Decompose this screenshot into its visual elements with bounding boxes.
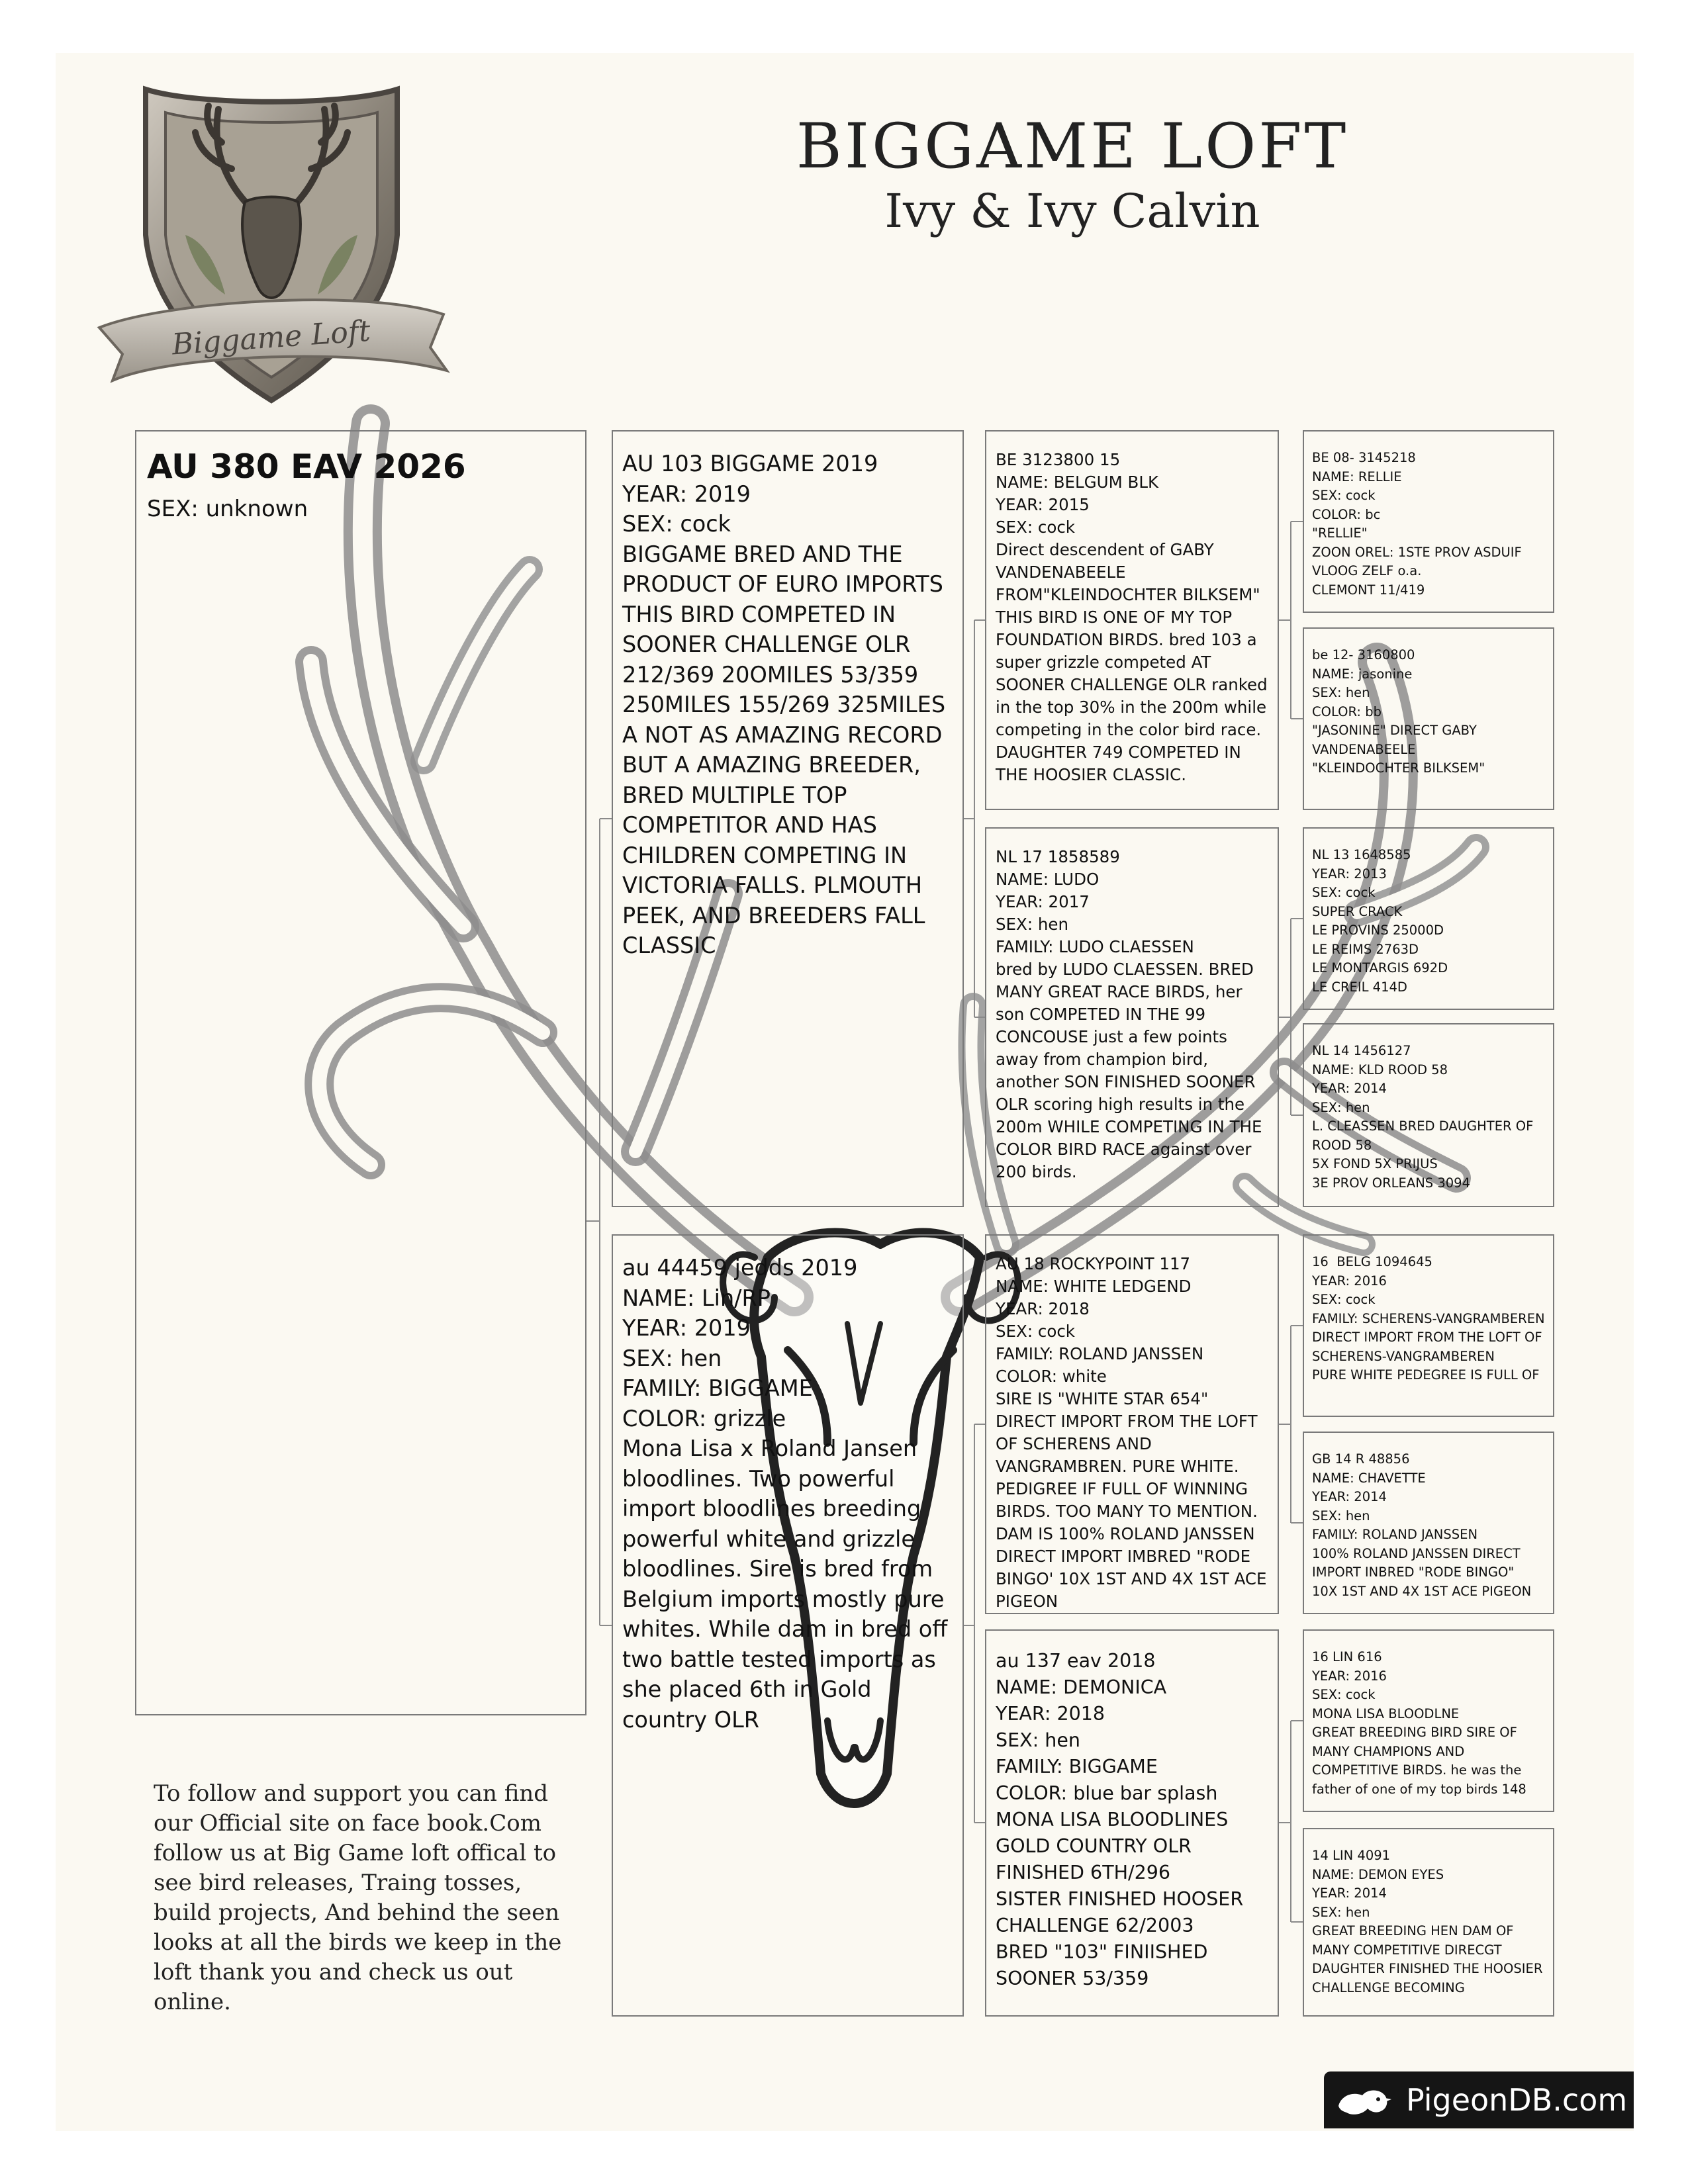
ggp-sds-line: LE CREIL 414D xyxy=(1312,979,1407,995)
dam-sex: SEX: hen xyxy=(622,1345,722,1371)
ggp-sss-line: NAME: RELLIE xyxy=(1312,469,1402,484)
dam-sire-notes: SIRE IS "WHITE STAR 654" DIRECT IMPORT FROM THE LOFT OF SCHERENS AND VANGRAMBREN. PURE WHITE. PEDIGREE IF FULL OF WINNING BIRDS. TOO MANY TO MENTION. DAM IS 100% ROLAND JANSSEN DIRECT IMPORT IMBRED "RODE BINGO' 10X 1ST AND 4X 1ST ACE PIGEON xyxy=(996,1389,1272,1611)
ggp-ssd-line: "KLEINDOCHTER BILKSEM" xyxy=(1312,760,1485,776)
sire-box xyxy=(612,430,964,1207)
dam-dam-box xyxy=(985,1629,1279,2017)
ggp-dds-line: YEAR: 2016 xyxy=(1312,1668,1387,1684)
ggp-dss-box xyxy=(1303,1234,1554,1417)
dam-sire-color: COLOR: white xyxy=(996,1367,1107,1386)
dam-ring-number: au 44459 jedds 2019 xyxy=(622,1255,858,1281)
sire-sire-ring-number: BE 3123800 15 xyxy=(996,450,1121,469)
sire-notes: BIGGAME BRED AND THE PRODUCT OF EURO IMPORTS THIS BIRD COMPETED IN SOONER CHALLENGE OLR 212/369 20OMILES 53/359 250MILES 155/269 325MILES A NOT AS AMAZING RECORD BUT A AMAZING BREEDER, BRED MULTIPLE TOP COMPETITOR AND HAS CHILDREN COMPETING IN VICTORIA FALLS. PLMOUTH PEEK, AND BREEDERS FALL CLASSIC xyxy=(622,541,953,958)
dam-dam-name: NAME: DEMONICA xyxy=(996,1676,1167,1698)
dam-dam-ring-number: au 137 eav 2018 xyxy=(996,1650,1156,1672)
ggp-sds-line: LE MONTARGIS 692D xyxy=(1312,960,1448,976)
ggp-dsd-line: YEAR: 2014 xyxy=(1312,1489,1387,1504)
dam-sire-family: FAMILY: ROLAND JANSSEN xyxy=(996,1344,1204,1363)
dam-box xyxy=(612,1234,964,2017)
pigeon-icon xyxy=(1324,2071,1403,2128)
ggp-dss-line: YEAR: 2016 xyxy=(1312,1273,1387,1289)
ggp-sss-box xyxy=(1303,430,1554,613)
pigeondb-brand-text: PigeonDB.com xyxy=(1406,2082,1628,2118)
ggp-sds-line: LE REIMS 2763D xyxy=(1312,941,1419,957)
follow-us-text: To follow and support you can find our Official site on face book.Com follow us at Big Game loft offical to see bird releases, Traing tosses, build projects, And behind the seen looks at all the birds we keep in the loft thank you and check us out online. xyxy=(154,1780,562,2015)
ggp-dsd-box xyxy=(1303,1432,1554,1614)
subject-sex: SEX: unknown xyxy=(147,495,308,522)
page-title: BIGGAME LOFT xyxy=(796,111,1349,183)
ggp-dss-line: PURE WHITE PEDEGREE IS FULL OF xyxy=(1312,1367,1540,1383)
ggp-sds-line: SEX: cock xyxy=(1312,885,1376,900)
header xyxy=(781,113,1364,238)
ggp-sdd-line: 3E PROV ORLEANS 3094 xyxy=(1312,1175,1470,1191)
ggp-sdd-line: YEAR: 2014 xyxy=(1312,1081,1387,1096)
ggp-dss-line: 16 BELG 1094645 xyxy=(1312,1254,1432,1269)
sire-sex: SEX: cock xyxy=(622,511,731,537)
ggp-ddd-line: GREAT BREEDING HEN DAM OF MANY COMPETITIVE DIRECGT DAUGHTER FINISHED THE HOOSIER CHALLENGE BECOMING xyxy=(1312,1923,1547,1995)
ggp-dsd-line: SEX: hen xyxy=(1312,1508,1370,1524)
ggp-ddd-line: NAME: DEMON EYES xyxy=(1312,1866,1444,1882)
sire-sire-box xyxy=(985,430,1279,810)
ggp-sdd-box xyxy=(1303,1023,1554,1207)
dam-dam-notes-2: SISTER FINISHED HOOSER CHALLENGE 62/2003 xyxy=(996,1888,1250,1936)
sire-dam-box xyxy=(985,827,1279,1207)
ggp-dsd-line: NAME: CHAVETTE xyxy=(1312,1470,1426,1486)
dam-dam-year: YEAR: 2018 xyxy=(996,1703,1105,1725)
sire-sire-year: YEAR: 2015 xyxy=(996,495,1090,514)
ggp-dsd-line: 10X 1ST AND 4X 1ST ACE PIGEON xyxy=(1312,1583,1532,1599)
ggp-sdd-line: L. CLEASSEN BRED DAUGHTER OF ROOD 58 xyxy=(1312,1118,1538,1153)
ggp-sdd-line: NL 14 1456127 xyxy=(1312,1043,1411,1058)
ggp-ssd-line: COLOR: bb xyxy=(1312,704,1382,719)
dam-dam-sex: SEX: hen xyxy=(996,1729,1080,1751)
sire-dam-ring-number: NL 17 1858589 xyxy=(996,847,1120,866)
sire-dam-family: FAMILY: LUDO CLAESSEN xyxy=(996,937,1194,956)
logo-text: Biggame Loft xyxy=(171,314,372,362)
ggp-ddd-box xyxy=(1303,1828,1554,2017)
ggp-dds-line: MONA LISA BLOODLNE xyxy=(1312,1706,1460,1721)
ggp-sds-line: SUPER CRACK xyxy=(1312,903,1403,919)
ggp-sss-line: "RELLIE" xyxy=(1312,525,1368,541)
dam-year: YEAR: 2019 xyxy=(622,1315,751,1341)
ggp-ssd-line: be 12- 3160800 xyxy=(1312,647,1415,662)
page-subtitle: Ivy & Ivy Calvin xyxy=(884,184,1260,239)
ggp-dsd-line: FAMILY: ROLAND JANSSEN xyxy=(1312,1527,1478,1542)
ggp-sss-line: CLEMONT 11/419 xyxy=(1312,582,1425,598)
dam-sire-box xyxy=(985,1234,1279,1614)
dam-notes: Mona Lisa x Roland Jansen bloodlines. Two powerful import bloodlines breeding powerful white and grizzle bloodlines. Sire is bred from Belgium imports mostly pure whites. While dam in bred off two battle tested imports as she placed 6th in Gold country OLR xyxy=(622,1435,955,1733)
sire-dam-name: NAME: LUDO xyxy=(996,870,1100,889)
dam-sire-ring-number: AU 18 ROCKYPOINT 117 xyxy=(996,1254,1191,1273)
ggp-dss-line: DIRECT IMPORT FROM THE LOFT OF SCHERENS-VANGRAMBEREN xyxy=(1312,1330,1546,1364)
dam-dam-notes: MONA LISA BLOODLINES GOLD COUNTRY OLR FINISHED 6TH/296 xyxy=(996,1809,1235,1884)
ggp-dds-box xyxy=(1303,1629,1554,1812)
ggp-sds-box xyxy=(1303,827,1554,1010)
ggp-dds-line: 16 LIN 616 xyxy=(1312,1649,1382,1664)
ggp-ssd-line: SEX: hen xyxy=(1312,685,1370,700)
dam-color: COLOR: grizzle xyxy=(622,1405,786,1432)
ggp-sds-line: LE PROVINS 25000D xyxy=(1312,923,1444,938)
sire-sire-sex: SEX: cock xyxy=(996,518,1075,537)
ggp-sds-line: YEAR: 2013 xyxy=(1312,866,1387,882)
dam-dam-family: FAMILY: BIGGAME xyxy=(996,1756,1158,1778)
dam-dam-notes-3: BRED "103" FINIISHED SOONER 53/359 xyxy=(996,1941,1214,1989)
ggp-sss-line: BE 08- 3145218 xyxy=(1312,450,1416,465)
ggp-dsd-line: GB 14 R 48856 xyxy=(1312,1451,1410,1467)
ggp-ssd-box xyxy=(1303,627,1554,810)
ggp-ssd-line: NAME: jasonine xyxy=(1312,666,1413,682)
ggp-sss-line: SEX: cock xyxy=(1312,488,1376,503)
pigeondb-badge[interactable] xyxy=(1324,2071,1634,2128)
ggp-sds-line: NL 13 1648585 xyxy=(1312,847,1411,862)
ggp-dsd-line: 100% ROLAND JANSSEN DIRECT IMPORT INBRED "RODE BINGO" xyxy=(1312,1545,1524,1580)
ggp-ssd-line: "JASONINE" DIRECT GABY VANDENABEELE xyxy=(1312,723,1481,757)
ggp-ddd-line: SEX: hen xyxy=(1312,1904,1370,1920)
biggame-loft-logo xyxy=(86,69,457,414)
ggp-sdd-line: SEX: hen xyxy=(1312,1099,1370,1115)
dam-name: NAME: Lin/RP xyxy=(622,1285,771,1311)
dam-sire-year: YEAR: 2018 xyxy=(996,1299,1090,1318)
ggp-dds-line: GREAT BREEDING BIRD SIRE OF MANY CHAMPIONS AND COMPETITIVE BIRDS. he was the father of one of my top birds 148 xyxy=(1312,1725,1526,1797)
ggp-ddd-line: 14 LIN 4091 xyxy=(1312,1848,1391,1863)
ggp-sss-line: COLOR: bc xyxy=(1312,506,1381,522)
dam-sire-sex: SEX: cock xyxy=(996,1322,1075,1341)
ggp-dss-line: FAMILY: SCHERENS-VANGRAMBEREN xyxy=(1312,1310,1545,1326)
sire-dam-year: YEAR: 2017 xyxy=(996,892,1090,911)
dam-sire-name: NAME: WHITE LEDGEND xyxy=(996,1277,1192,1296)
dam-dam-color: COLOR: blue bar splash xyxy=(996,1782,1218,1804)
sire-ring-number: AU 103 BIGGAME 2019 xyxy=(622,451,878,477)
ggp-sdd-line: NAME: KLD ROOD 58 xyxy=(1312,1062,1448,1077)
subject-bird-box xyxy=(135,430,586,1715)
ggp-dds-line: SEX: cock xyxy=(1312,1687,1376,1702)
ggp-dss-line: SEX: cock xyxy=(1312,1292,1376,1307)
sire-dam-notes: bred by LUDO CLAESSEN. BRED MANY GREAT RACE BIRDS, her son COMPETED IN THE 99 CONCOUSE just a few points away from champion bird, another SON FINISHED SOONER OLR scoring high results in the 200m WHILE COMPETING IN THE COLOR BIRD RACE against over 200 birds. xyxy=(996,960,1268,1181)
ggp-sdd-line: 5X FOND 5X PRIJUS xyxy=(1312,1156,1438,1171)
sire-sire-notes: Direct descendent of GABY VANDENABEELE FROM"KLEINDOCHTER BILKSEM" THIS BIRD IS ONE OF MY TOP FOUNDATION BIRDS. bred 103 a super grizzle competed AT SOONER CHALLENGE OLR ranked in the top 30% in the 200m while competing in the color bird race. DAUGHTER 749 COMPETED IN THE HOOSIER CLASSIC. xyxy=(996,540,1273,784)
sire-year: YEAR: 2019 xyxy=(622,480,751,507)
dam-family: FAMILY: BIGGAME xyxy=(622,1375,813,1401)
subject-ring-number: AU 380 EAV 2026 xyxy=(147,447,466,486)
ggp-sss-line: ZOON OREL: 1STE PROV ASDUIF VLOOG ZELF o.a. xyxy=(1312,544,1526,578)
sire-dam-sex: SEX: hen xyxy=(996,915,1068,934)
sire-sire-name: NAME: BELGUM BLK xyxy=(996,473,1159,492)
ggp-ddd-line: YEAR: 2014 xyxy=(1312,1886,1387,1901)
